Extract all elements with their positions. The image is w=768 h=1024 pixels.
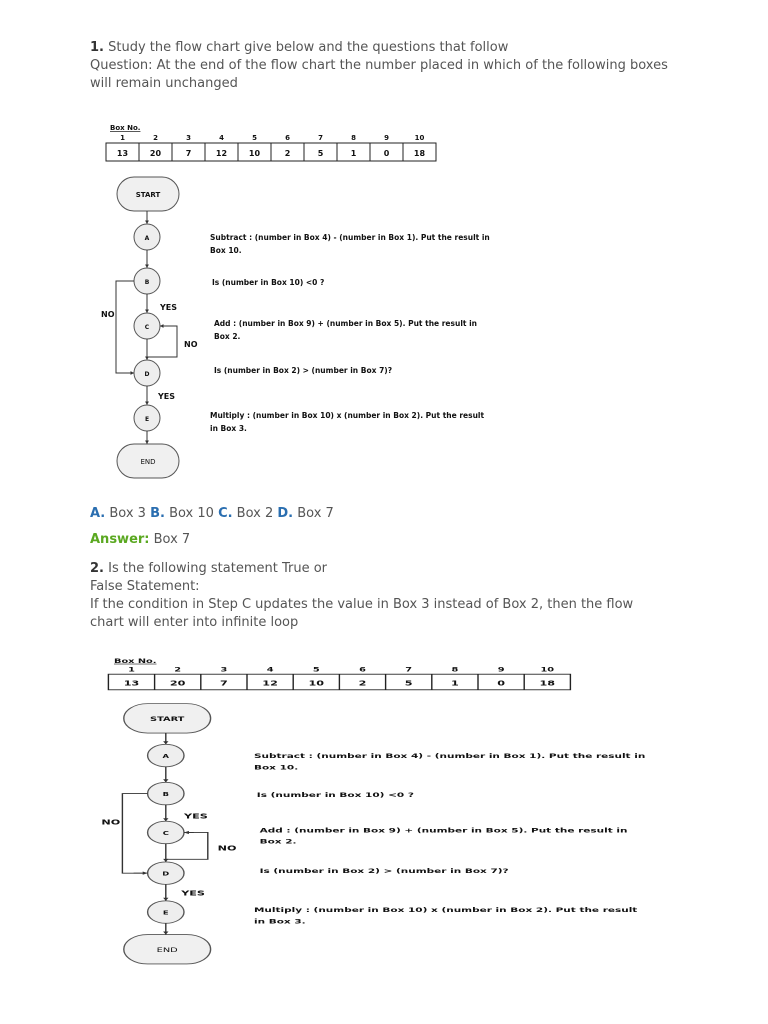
flowchart-1 — [100, 115, 500, 485]
step-1-line1: Subtract : (number in Box 4) - (number in Box 1). Put the result in — [210, 233, 490, 242]
arrow-loop-b-no-head — [130, 371, 134, 375]
step-2-line1: Is (number in Box 10) <0 ? — [212, 278, 325, 287]
option-a-label: A. — [90, 506, 106, 521]
step-5-line2: in Box 3. — [210, 424, 247, 433]
node-label-a: A — [162, 753, 170, 760]
arrow-b-next-head — [145, 309, 149, 313]
node-label-a: A — [144, 235, 150, 242]
box-number-6: 6 — [285, 134, 290, 142]
box-number-2: 2 — [153, 134, 158, 142]
box-number-10: 10 — [414, 134, 425, 142]
box-value-1: 13 — [116, 149, 129, 158]
step-4-line1: Is (number in Box 2) > (number in Box 7)? — [214, 366, 393, 375]
answer-options — [90, 505, 334, 523]
box-number-5: 5 — [312, 665, 320, 674]
box-value-6: 2 — [284, 149, 291, 158]
box-value-2: 20 — [149, 149, 162, 158]
step-1-line2: Box 10. — [210, 246, 242, 255]
box-number-9: 9 — [497, 665, 505, 674]
node-label-c: C — [162, 830, 169, 837]
box-table — [106, 124, 436, 161]
flowchart-2 — [100, 650, 660, 970]
box-number-3: 3 — [220, 665, 228, 674]
box-value-2: 20 — [169, 679, 186, 688]
step-3-line2: Box 2. — [214, 332, 241, 341]
box-number-9: 9 — [384, 134, 389, 142]
question-1-lead: Study the flow chart give below and the questions that follow — [103, 40, 509, 55]
label-yes-d: YES — [181, 889, 205, 898]
box-value-10: 18 — [539, 679, 556, 688]
arrow-e-end-head — [145, 440, 149, 444]
box-number-2: 2 — [174, 665, 182, 674]
box-value-4: 12 — [262, 679, 278, 688]
question-1-prompt: Question: At the end of the flow chart the number placed in which of the following boxes — [90, 58, 668, 73]
node-label-d: D — [144, 371, 150, 378]
label-yes-d: YES — [158, 392, 176, 401]
box-number-3: 3 — [186, 134, 191, 142]
question-2-number: 2. — [90, 561, 104, 576]
question-1-number: 1. — [90, 40, 104, 55]
start-label: START — [150, 714, 185, 723]
box-value-10: 18 — [413, 149, 426, 158]
step-5-line1: Multiply : (number in Box 10) x (number in Box 2). Put the result — [254, 906, 638, 915]
box-caption-2: Box No. — [114, 657, 157, 665]
box-number-8: 8 — [451, 665, 459, 674]
step-1-line2: Box 10. — [254, 764, 299, 772]
start-label: START — [135, 191, 161, 199]
arrow-start-a-head — [145, 220, 149, 224]
node-label-e: E — [144, 416, 150, 423]
label-no-b: NO — [101, 310, 115, 319]
box-value-8: 1 — [450, 679, 459, 688]
arrow-d-next-head — [163, 898, 168, 901]
step-3-line1: Add : (number in Box 9) + (number in Box 5). Put the result in — [214, 319, 477, 328]
arrow-loop-d-no-head — [184, 831, 189, 834]
question-1-header — [90, 39, 668, 93]
arrow-loop-b-no-head — [143, 871, 148, 874]
loop-b-no — [116, 281, 134, 373]
step-4-line1: Is (number in Box 2) > (number in Box 7)? — [259, 867, 509, 876]
box-value-6: 2 — [358, 679, 367, 688]
box-value-8: 1 — [350, 149, 357, 158]
arrow-a-next-head — [163, 779, 168, 782]
node-label-d: D — [162, 871, 170, 878]
node-label-b: B — [144, 279, 150, 286]
step-5-line2: in Box 3. — [254, 918, 306, 926]
arrow-a-next-head — [145, 264, 149, 268]
box-number-7: 7 — [405, 665, 413, 674]
box-caption: Box No. — [110, 124, 141, 132]
node-label-c: C — [144, 324, 150, 331]
option-b-text: Box 10 — [164, 506, 219, 521]
question-2-line4: chart will enter into infinite loop — [90, 615, 299, 630]
option-d-label: D. — [277, 506, 294, 521]
option-c-label: C. — [218, 506, 233, 521]
box-value-4: 12 — [215, 149, 228, 158]
loop-b-no — [122, 794, 147, 874]
arrow-b-next-head — [163, 818, 168, 821]
box-number-4: 4 — [266, 665, 274, 674]
option-d-text: Box 7 — [293, 506, 334, 521]
end-label: END — [140, 458, 156, 466]
box-value-5: 10 — [308, 679, 325, 688]
arrow-start-a-head — [163, 741, 168, 744]
answer-line — [90, 531, 190, 549]
answer-label: Answer: — [90, 532, 150, 547]
box-number-8: 8 — [351, 134, 356, 142]
node-label-b: B — [162, 791, 169, 798]
end-label: END — [156, 945, 178, 954]
step-1-line1: Subtract : (number in Box 4) - (number in Box 1). Put the result in — [254, 752, 646, 761]
question-2 — [90, 560, 633, 632]
arrow-loop-d-no-head — [160, 324, 164, 328]
box-number-5: 5 — [252, 134, 257, 142]
box-value-7: 5 — [317, 149, 324, 158]
box-number-10: 10 — [540, 665, 555, 674]
box-number-4: 4 — [219, 134, 224, 142]
box-value-1: 13 — [123, 679, 140, 688]
step-3-line2: Box 2. — [259, 838, 297, 846]
option-c-text: Box 2 — [232, 506, 278, 521]
label-no-d: NO — [217, 844, 237, 853]
box-value-7: 5 — [404, 679, 413, 688]
box-value-3: 7 — [219, 679, 228, 688]
box-value-9: 0 — [497, 679, 506, 688]
question-2-line3: If the condition in Step C updates the value in Box 3 instead of Box 2, then the flow — [90, 597, 634, 612]
option-b-label: B. — [150, 506, 165, 521]
box-table-2 — [108, 657, 570, 690]
label-yes-b: YES — [184, 812, 208, 821]
step-2-line1: Is (number in Box 10) <0 ? — [256, 791, 414, 800]
box-value-9: 0 — [383, 149, 390, 158]
box-value-5: 10 — [248, 149, 261, 158]
arrow-e-end-head — [163, 932, 168, 935]
label-no-d: NO — [184, 340, 198, 349]
step-3-line1: Add : (number in Box 9) + (number in Box 5). Put the result in — [259, 827, 628, 835]
question-1-prompt-cont: will remain unchanged — [90, 76, 238, 91]
box-number-6: 6 — [359, 665, 366, 674]
node-label-e: E — [162, 910, 169, 917]
box-value-3: 7 — [185, 149, 192, 158]
question-2-line2: False Statement: — [90, 579, 200, 594]
label-yes-b: YES — [160, 303, 178, 312]
step-5-line1: Multiply : (number in Box 10) x (number in Box 2). Put the result — [210, 411, 485, 420]
option-a-text: Box 3 — [105, 506, 151, 521]
label-no-b: NO — [101, 818, 121, 827]
arrow-d-next-head — [145, 401, 149, 405]
question-2-line1: Is the following statement True or — [103, 561, 328, 576]
answer-text: Box 7 — [149, 532, 191, 547]
box-number-1: 1 — [120, 134, 125, 142]
box-number-1: 1 — [128, 665, 135, 674]
box-number-7: 7 — [318, 134, 323, 142]
